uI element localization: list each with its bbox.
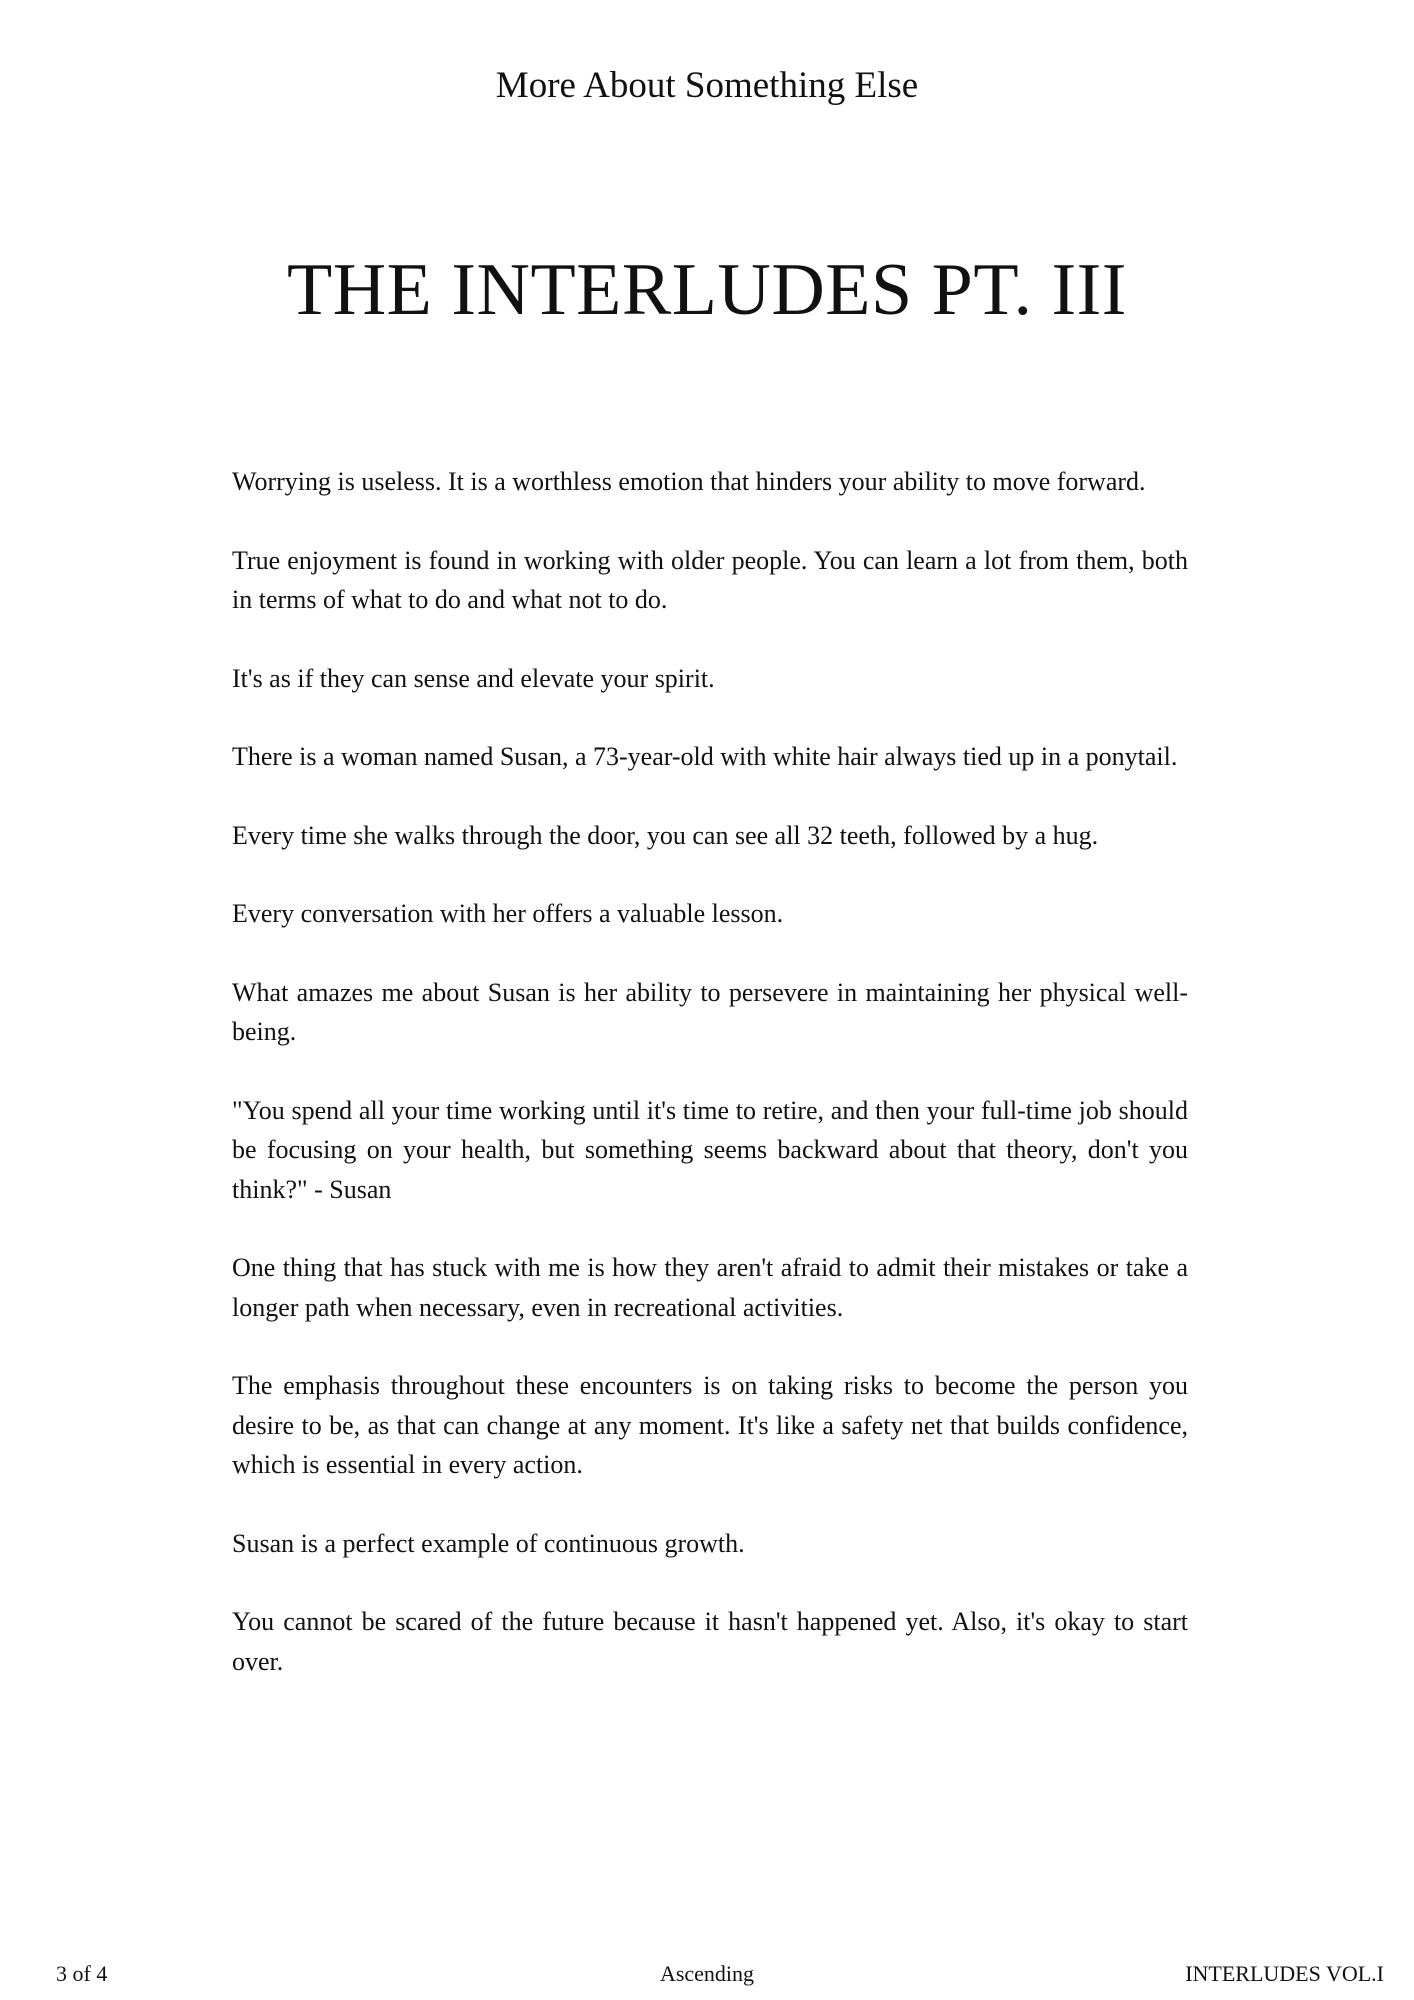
footer-section-title: Ascending [659,1961,755,1986]
paragraph: It's as if they can sense and elevate your spirit. [232,663,715,693]
chapter-title: THE INTERLUDES PT. III [287,249,1127,331]
running-header-title: More About Something Else [495,65,919,106]
body-text [232,462,1188,1720]
paragraph: What amazes me about Susan is her ability to persevere in maintaining her physical well-being. [232,977,1188,1046]
paragraph: Every conversation with her offers a valuable lesson. [232,899,784,928]
paragraph: The emphasis throughout these encounters is on taking risks to become the person you desire to be, as that can change at any moment. It's like a safety net that builds confidence, which is essential in every action. [232,1371,1188,1479]
paragraph: You cannot be scared of the future because it hasn't happened yet. Also, it's okay to start over. [232,1607,1188,1676]
page-number: 3 of 4 [56,1961,108,1986]
paragraph: Every time she walks through the door, you can see all 32 teeth, followed by a hug. [232,820,1099,850]
paragraph: "You spend all your time working until it's time to retire, and then your full-time job should be focusing on your health, but something seems backward about that theory, don't you think?" - Susan [232,1095,1188,1204]
footer-book-title: INTERLUDES VOL.I [1185,1961,1384,1986]
paragraph: Worrying is useless. It is a worthless emotion that hinders your ability to move forward. [232,467,1146,496]
paragraph: There is a woman named Susan, a 73-year-old with white hair always tied up in a ponytail. [232,742,1178,771]
paragraph: Susan is a perfect example of continuous growth. [232,1528,745,1558]
paragraph: One thing that has stuck with me is how they aren't afraid to admit their mistakes or take a longer path when necessary, even in recreational activities. [232,1253,1188,1322]
paragraph: True enjoyment is found in working with older people. You can learn a lot from them, both in terms of what to do and what not to do. [232,545,1188,614]
page-footer [0,1958,1414,1990]
